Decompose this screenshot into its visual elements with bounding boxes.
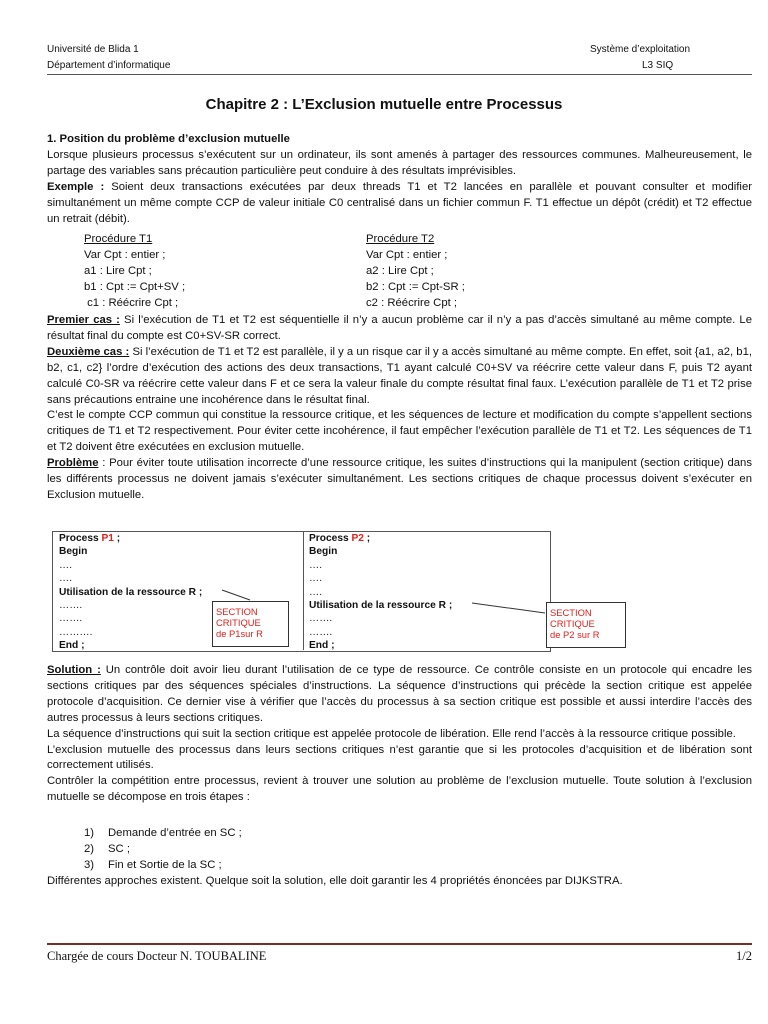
step-number: 3) xyxy=(84,858,95,871)
problem-label: Problème xyxy=(47,457,99,470)
connector-p1 xyxy=(222,590,250,600)
process-p2-name: P2 xyxy=(351,533,364,544)
procedure-t1-line: b1 : Cpt := Cpt+SV ; xyxy=(84,280,186,293)
procedure-t2-line: b2 : Cpt := Cpt-SR ; xyxy=(366,280,465,293)
footer-author: Chargée de cours Docteur N. TOUBALINE xyxy=(47,949,267,963)
process-p2-begin: Begin xyxy=(309,546,338,558)
process-p1-dots: ……. xyxy=(59,600,83,612)
class-level: L3 SIQ xyxy=(642,60,674,71)
critical-resource-text: C’est le compte CCP commun qui constitue la ressource critique, et les séquences de lecture et modification du compte s’appellent sections critiques de T1 et T2 respectivement. Pour éviter cette incohérence, il faut empêcher l’exécution parallèle de T1 et T2. Les séquences de T1 et T2 doivent être exécutées en exclusion mutuelle. xyxy=(47,409,752,454)
process-p2-dots: ……. xyxy=(309,626,333,638)
university-name: Université de Blida 1 xyxy=(47,44,139,55)
procedure-t2-line: c2 : Réécrire Cpt ; xyxy=(366,296,458,309)
example-text: Soient deux transactions exécutées par deux threads T1 et T2 lancées en parallèle et pouvant consulter et modifier simultanément un même compte CCP de valeur initiale C0 centralisé dans un fichier commun F. T1 effectue un dépôt (crédit) et T2 effectue un retrait (débit). xyxy=(47,180,752,225)
process-p1-dots: ………. xyxy=(59,626,93,638)
sc-p1-line: SECTION xyxy=(216,606,258,617)
footer-rule xyxy=(47,943,752,945)
steps-list xyxy=(84,826,242,874)
step-number: 2) xyxy=(84,842,95,855)
procedure-t1-line: a1 : Lire Cpt ; xyxy=(84,264,152,277)
guarantee-text: L’exclusion mutuelle des processus dans leurs sections critiques n’est garantie que si les protocoles d’acquisition et de libération sont correctement utilisés. xyxy=(47,743,752,772)
process-p2-dots: …. xyxy=(309,586,323,598)
connector-p2 xyxy=(472,603,545,613)
intro-text: Lorsque plusieurs processus s’exécutent sur un ordinateur, ils sont amenés à partager des ressources communes. Malheureusement, le partage des variables sans précaution particulière peut conduire à des résultats imprévisibles. xyxy=(47,149,752,177)
critical-section-label-p1 xyxy=(212,601,289,647)
case2-label: Deuxième cas : xyxy=(47,345,130,358)
example-label: Exemple : xyxy=(47,180,105,193)
process-p1-semicolon: ; xyxy=(113,533,121,544)
sc-p2-line: CRITIQUE xyxy=(550,618,595,629)
procedure-t1-line: Var Cpt : entier ; xyxy=(84,248,166,261)
sc-p1-line: de P1sur R xyxy=(216,628,263,639)
competition-text: Contrôler la compétition entre processus, revient à trouver une solution au problème de l’exclusion mutuelle. Toute solution à l’exclusion mutuelle se décompose en trois étapes : xyxy=(47,775,752,804)
list-item xyxy=(84,842,242,858)
process-p1-dots: …. xyxy=(59,573,73,585)
sc-p2-line: de P2 sur R xyxy=(550,629,600,640)
process-p2-keyword: Process xyxy=(309,533,352,544)
sc-p2-line: SECTION xyxy=(550,607,592,618)
procedure-t1-line: c1 : Réécrire Cpt ; xyxy=(84,296,179,309)
process-p2-dots: …. xyxy=(309,573,323,585)
step-text: Fin et Sortie de la SC ; xyxy=(108,858,222,871)
solution-block xyxy=(47,663,752,806)
procedure-t2-title: Procédure T2 xyxy=(366,233,435,245)
process-p1-util: Utilisation de la ressource R ; xyxy=(59,586,203,598)
procedure-t2-line: a2 : Lire Cpt ; xyxy=(366,264,434,277)
critical-section-label-p2 xyxy=(546,602,626,648)
process-p1-dots: ……. xyxy=(59,613,83,625)
process-p2-dots: …. xyxy=(309,559,323,571)
liberation-text: La séquence d’instructions qui suit la section critique est appelée protocole de libération. Elle rend l’accès à la ressource critique possible. xyxy=(47,727,736,740)
list-item xyxy=(84,858,242,874)
procedure-t2-line: Var Cpt : entier ; xyxy=(366,248,448,261)
step-number: 1) xyxy=(84,827,95,839)
process-p1-end: End ; xyxy=(59,640,85,652)
conclusion-text: Différentes approches existent. Quelque soit la solution, elle doit garantir les 4 propriétés énoncées par DIJKSTRA. xyxy=(47,875,623,887)
step-text: Demande d’entrée en SC ; xyxy=(108,827,242,839)
process-p2-semicolon: ; xyxy=(363,533,371,544)
process-p2-dots: ……. xyxy=(309,613,333,625)
process-p2-util: Utilisation de la ressource R ; xyxy=(309,600,453,612)
process-p1-begin: Begin xyxy=(59,546,88,558)
solution-text: Un contrôle doit avoir lieu durant l’utilisation de ce type de ressource. Ce contrôle consiste en un protocole qui encadre les sections critiques par des séquences spéciales d’instructions. La séquence d’instructions qui précède la section critique est appelée protocole d’acquisition. Ce dernier vise à vérifier que l’accès du processus à sa section critique est possible et aussi interdire l’accès des autres processus à leurs sections critiques. xyxy=(47,664,752,724)
section-heading: 1. Position du problème d’exclusion mutuelle xyxy=(47,133,290,145)
course-name: Système d’exploitation xyxy=(590,44,691,55)
page-title: Chapitre 2 : L’Exclusion mutuelle entre Processus xyxy=(205,96,563,113)
procedure-t1-title: Procédure T1 xyxy=(84,233,153,245)
list-item xyxy=(84,826,242,842)
step-text: SC ; xyxy=(108,842,130,855)
case1-label: Premier cas : xyxy=(47,314,120,326)
sc-p1-line: CRITIQUE xyxy=(216,617,261,628)
department-name: Département d’informatique xyxy=(47,60,171,71)
process-p1-dots: …. xyxy=(59,559,73,571)
process-p2-end: End ; xyxy=(309,640,335,652)
problem-text: : Pour éviter toute utilisation incorrecte d’une ressource critique, les suites d’instructions qui la manipulent (section critique) dans les différents processus ne doivent jamais s’exécuter simultanément. Les sections critiques de chaque processus doivent s’exécuter en Exclusion mutuelle. xyxy=(47,457,752,501)
case1-text: Si l’exécution de T1 et T2 est séquentielle il n’y a aucun problème car il n’y a pas d’accès simultané au même compte. Le résultat final du compte est C0+SV-SR correct. xyxy=(47,314,753,342)
case2-text: Si l’exécution de T1 et T2 est parallèle, il y a un risque car il y a accès simultané au même compte. En effet, soit {a1, a2, b1, b2, c1, c2} l’ordre d’exécution des actions des deux transactions, T1 ayant calculé C0+SV va réécrire cette valeur dans F, puis T2 ayant calculé C0-SR va réécrire cette valeur dans F et ce sera la valeur finale du compte résultat final faux. L’exécution parallèle de T1 et T2 prise sans précautions entraine une incohérence dans le résultat final. xyxy=(47,345,752,406)
process-p1-name: P1 xyxy=(101,533,114,544)
solution-label: Solution : xyxy=(47,664,101,676)
page-number: 1/2 xyxy=(736,949,752,963)
process-p1-keyword: Process xyxy=(59,533,102,544)
